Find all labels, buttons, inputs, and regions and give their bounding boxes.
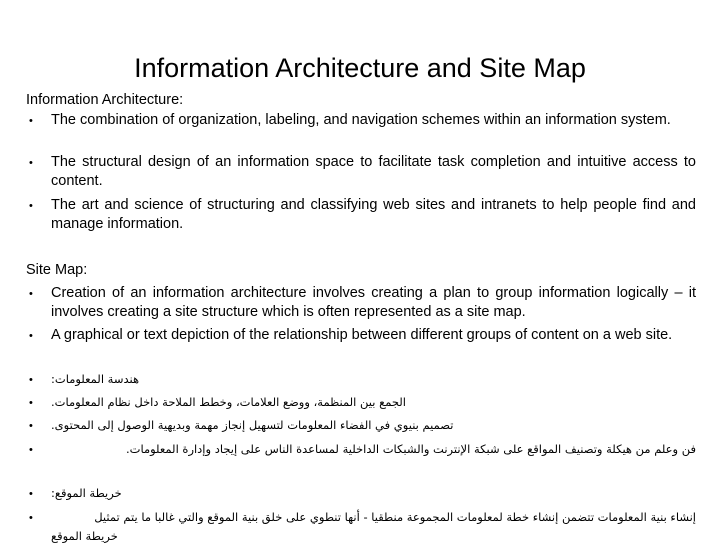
sitemap-bullet-1: Creation of an information architecture involves creating a plan to group information logically – it involves creating a site structure which is often represented as a site map.	[51, 285, 696, 320]
bullet-marker: •	[29, 288, 33, 300]
bullet-marker: •	[29, 115, 33, 127]
bullet-marker: •	[29, 512, 33, 524]
arabic-ia-bullet-1: الجمع بين المنظمة، ووضع العلامات، وخطط الملاحة داخل نظام المعلومات.	[51, 395, 406, 409]
sitemap-bullet-2: A graphical or text depiction of the relationship between different groups of content on a web site.	[51, 327, 673, 343]
bullet-marker: •	[29, 374, 33, 386]
bullet-marker: •	[29, 444, 33, 456]
arabic-sitemap-bullet-1-cont: خريطة الموقع	[51, 529, 118, 543]
arabic-ia-heading: هندسة المعلومات:	[51, 372, 140, 386]
sitemap-heading: Site Map:	[26, 262, 88, 278]
arabic-ia-bullet-2: تصميم بنيوي في الفضاء المعلومات لتسهيل إنجاز مهمة وبديهية الوصول إلى المحتوى.	[51, 418, 454, 432]
ia-bullet-3: The art and science of structuring and classifying web sites and intranets to help people find and manage information.	[51, 197, 696, 232]
ia-bullet-1: The combination of organization, labeling, and navigation schemes within an information system.	[51, 112, 671, 128]
slide-title: Information Architecture and Site Map	[134, 53, 586, 83]
bullet-marker: •	[29, 420, 33, 432]
bullet-marker: •	[29, 157, 33, 169]
arabic-sitemap-bullet-1: إنشاء بنية المعلومات تتضمن إنشاء خطة لمعلومات المجموعة منطقيا - أنها تنطوي على خلق بنية الموقع والتي غالبا ما يتم تمثيل	[94, 510, 696, 524]
bullet-marker: •	[29, 330, 33, 342]
bullet-marker: •	[29, 488, 33, 500]
ia-heading: Information Architecture:	[26, 92, 184, 108]
bullet-marker: •	[29, 397, 33, 409]
arabic-ia-bullet-3: فن وعلم من هيكلة وتصنيف المواقع على شبكة الإنترنت والشبكات الداخلية لمساعدة الناس على إيجاد وإدارة المعلومات.	[125, 442, 696, 456]
bullet-marker: •	[29, 200, 33, 212]
ia-bullet-2: The structural design of an information space to facilitate task completion and intuitive access to content.	[51, 154, 696, 189]
arabic-sitemap-heading: خريطة الموقع:	[51, 486, 122, 500]
